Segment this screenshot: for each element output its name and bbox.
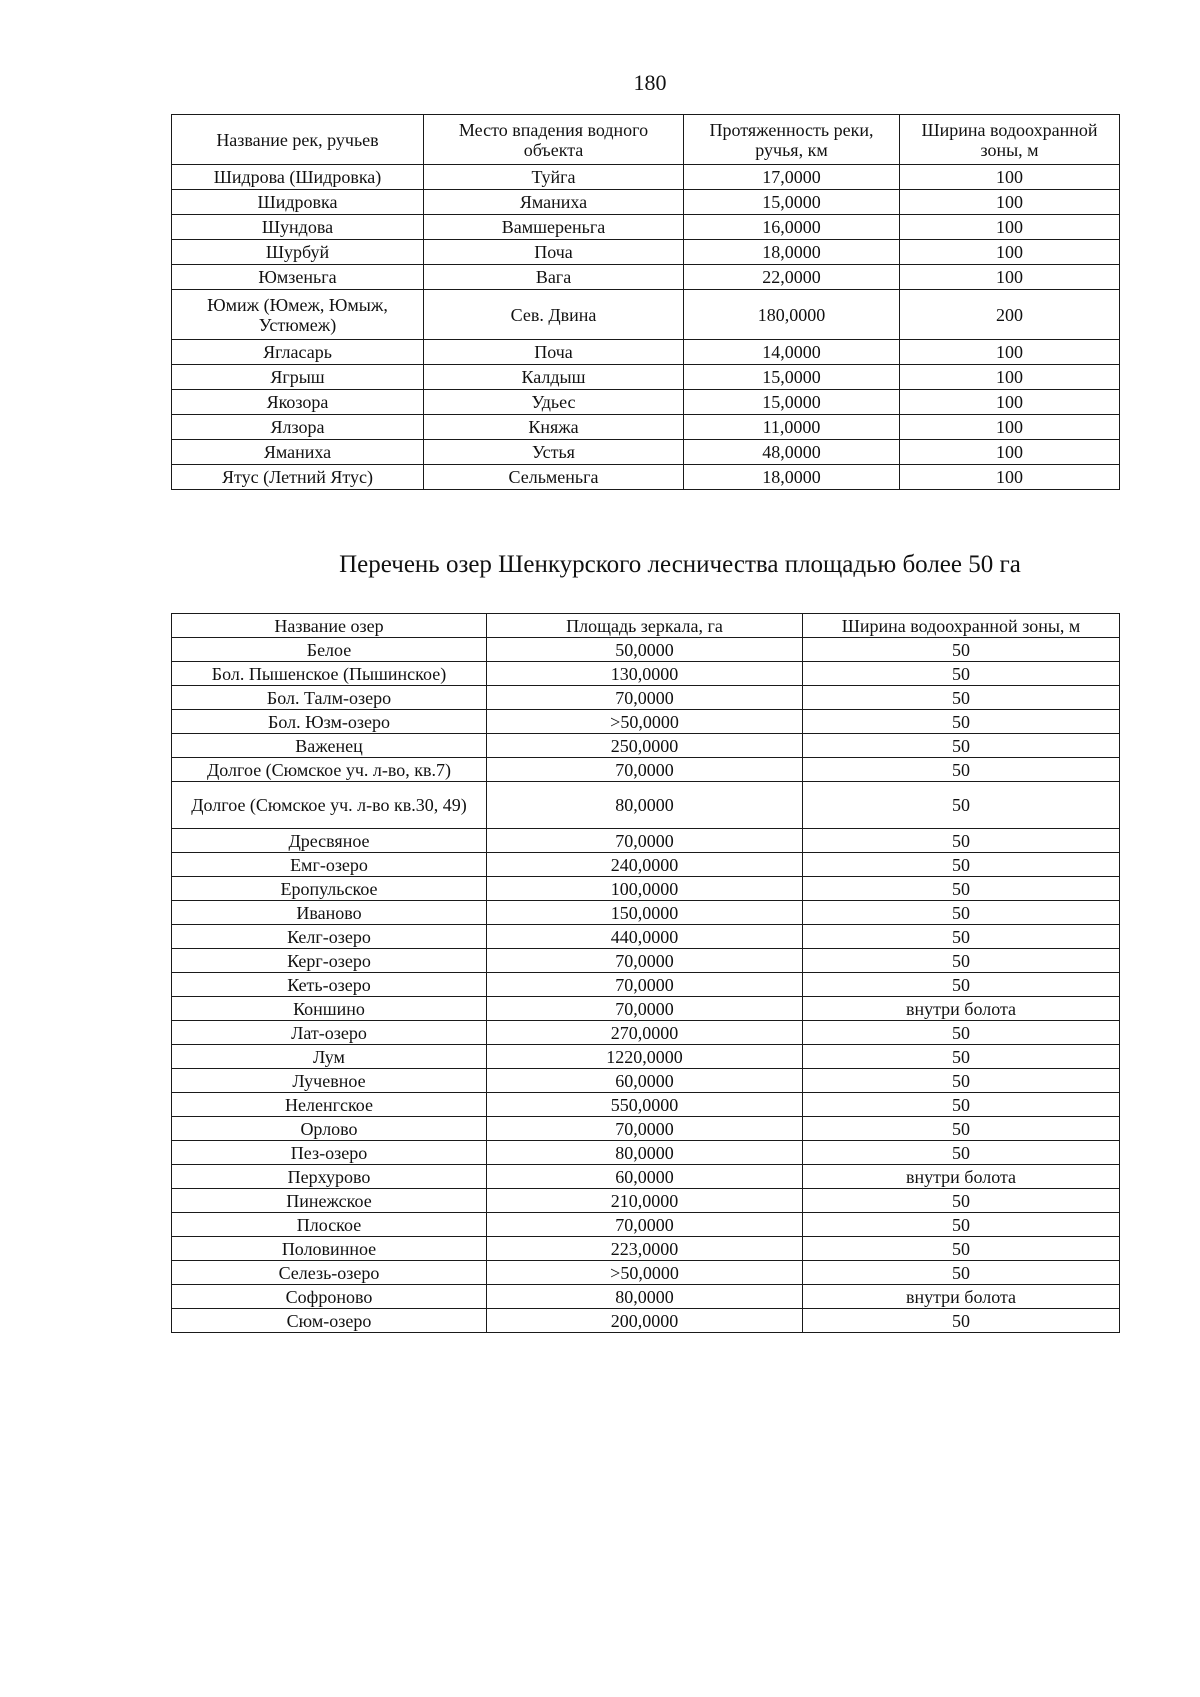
table-row	[172, 340, 1120, 365]
table-row	[172, 290, 1120, 340]
table-row	[172, 686, 1120, 710]
river-confluence: Вага	[424, 265, 684, 290]
table-row	[172, 829, 1120, 853]
lake-name: Орлово	[172, 1117, 487, 1141]
river-length: 15,0000	[684, 190, 900, 215]
table-row	[172, 901, 1120, 925]
column-header-confluence: Место впадения водного объекта	[424, 115, 684, 165]
lake-zone-width: 50	[803, 1045, 1120, 1069]
river-zone-width: 100	[900, 365, 1120, 390]
lake-area: 550,0000	[487, 1093, 803, 1117]
table-row	[172, 877, 1120, 901]
lake-name: Келг-озеро	[172, 925, 487, 949]
lake-area: 1220,0000	[487, 1045, 803, 1069]
table-row	[172, 1117, 1120, 1141]
river-length: 16,0000	[684, 215, 900, 240]
table-header-row	[172, 115, 1120, 165]
river-name: Ягласарь	[172, 340, 424, 365]
lake-zone-width: внутри болота	[803, 997, 1120, 1021]
lake-zone-width: 50	[803, 686, 1120, 710]
lake-area: 60,0000	[487, 1165, 803, 1189]
lake-area: 70,0000	[487, 758, 803, 782]
lake-name: Еропульское	[172, 877, 487, 901]
table-row	[172, 1045, 1120, 1069]
lake-area: 70,0000	[487, 686, 803, 710]
river-name: Шурбуй	[172, 240, 424, 265]
river-name: Шидровка	[172, 190, 424, 215]
lake-zone-width: 50	[803, 949, 1120, 973]
lake-zone-width: 50	[803, 1141, 1120, 1165]
table-row	[172, 662, 1120, 686]
lake-name: Пинежское	[172, 1189, 487, 1213]
page-number: 180	[633, 70, 667, 95]
lake-zone-width: 50	[803, 638, 1120, 662]
lake-zone-width: 50	[803, 1093, 1120, 1117]
lake-area: 200,0000	[487, 1309, 803, 1333]
river-name: Шидрова (Шидровка)	[172, 165, 424, 190]
lake-name: Плоское	[172, 1213, 487, 1237]
lake-name: Пез-озеро	[172, 1141, 487, 1165]
lake-name: Неленгское	[172, 1093, 487, 1117]
river-name: Юмзеньга	[172, 265, 424, 290]
river-zone-width: 100	[900, 165, 1120, 190]
river-confluence: Сельменьга	[424, 465, 684, 490]
lake-zone-width: 50	[803, 829, 1120, 853]
lake-zone-width: 50	[803, 734, 1120, 758]
river-length: 18,0000	[684, 465, 900, 490]
lake-name: Перхурово	[172, 1165, 487, 1189]
lake-zone-width: 50	[803, 1261, 1120, 1285]
column-header-protection-zone: Ширина водоохранной зоны, м	[900, 115, 1120, 165]
lake-zone-width: внутри болота	[803, 1285, 1120, 1309]
table-row	[172, 1069, 1120, 1093]
lake-zone-width: 50	[803, 1021, 1120, 1045]
table-header-row	[172, 614, 1120, 638]
lake-zone-width: 50	[803, 1213, 1120, 1237]
table-row	[172, 1093, 1120, 1117]
lake-name: Бол. Талм-озеро	[172, 686, 487, 710]
lake-zone-width: 50	[803, 782, 1120, 829]
column-header-area: Площадь зеркала, га	[487, 614, 803, 638]
table-row	[172, 782, 1120, 829]
lake-name: Кеть-озеро	[172, 973, 487, 997]
lake-area: 80,0000	[487, 1285, 803, 1309]
lake-zone-width: 50	[803, 877, 1120, 901]
river-zone-width: 200	[900, 290, 1120, 340]
lake-area: >50,0000	[487, 710, 803, 734]
table-row	[172, 1021, 1120, 1045]
lake-name: Бол. Пышенское (Пышинское)	[172, 662, 487, 686]
lakes-section-title: Перечень озер Шенкурского лесничества площадью более 50 га	[339, 551, 1021, 578]
lake-name: Лат-озеро	[172, 1021, 487, 1045]
lake-zone-width: 50	[803, 710, 1120, 734]
lake-name: Долгое (Сюмское уч. л-во кв.30, 49)	[172, 782, 487, 829]
lake-area: 440,0000	[487, 925, 803, 949]
lake-zone-width: 50	[803, 925, 1120, 949]
lake-area: >50,0000	[487, 1261, 803, 1285]
lake-zone-width: 50	[803, 1237, 1120, 1261]
table-row	[172, 165, 1120, 190]
table-row	[172, 638, 1120, 662]
lakes-table	[171, 613, 1120, 1333]
lake-zone-width: 50	[803, 1189, 1120, 1213]
table-row	[172, 365, 1120, 390]
lake-name: Керг-озеро	[172, 949, 487, 973]
table-row	[172, 240, 1120, 265]
river-name: Яманиха	[172, 440, 424, 465]
river-confluence: Вамшереньга	[424, 215, 684, 240]
river-zone-width: 100	[900, 215, 1120, 240]
lake-name: Белое	[172, 638, 487, 662]
lake-area: 270,0000	[487, 1021, 803, 1045]
table-row	[172, 734, 1120, 758]
river-length: 11,0000	[684, 415, 900, 440]
river-length: 180,0000	[684, 290, 900, 340]
lake-zone-width: 50	[803, 1117, 1120, 1141]
river-length: 22,0000	[684, 265, 900, 290]
river-zone-width: 100	[900, 190, 1120, 215]
lake-name: Бол. Юзм-озеро	[172, 710, 487, 734]
river-name: Ягрыш	[172, 365, 424, 390]
column-header-protection-zone: Ширина водоохранной зоны, м	[803, 614, 1120, 638]
column-header-river-name: Название рек, ручьев	[172, 115, 424, 165]
lake-area: 250,0000	[487, 734, 803, 758]
river-name: Шундова	[172, 215, 424, 240]
column-header-length: Протяженность реки, ручья, км	[684, 115, 900, 165]
lake-name: Сюм-озеро	[172, 1309, 487, 1333]
lake-zone-width: 50	[803, 973, 1120, 997]
river-name: Якозора	[172, 390, 424, 415]
lake-name: Селезь-озеро	[172, 1261, 487, 1285]
lake-area: 70,0000	[487, 829, 803, 853]
table-row	[172, 1213, 1120, 1237]
river-confluence: Калдыш	[424, 365, 684, 390]
lake-zone-width: 50	[803, 758, 1120, 782]
table-row	[172, 1165, 1120, 1189]
river-zone-width: 100	[900, 265, 1120, 290]
lake-name: Лум	[172, 1045, 487, 1069]
table-row	[172, 190, 1120, 215]
table-row	[172, 758, 1120, 782]
river-confluence: Яманиха	[424, 190, 684, 215]
lake-area: 70,0000	[487, 949, 803, 973]
river-confluence: Устья	[424, 440, 684, 465]
river-confluence: Сев. Двина	[424, 290, 684, 340]
table-row	[172, 1261, 1120, 1285]
table-row	[172, 215, 1120, 240]
table-row	[172, 1285, 1120, 1309]
table-row	[172, 1309, 1120, 1333]
river-length: 14,0000	[684, 340, 900, 365]
river-zone-width: 100	[900, 415, 1120, 440]
table-row	[172, 1141, 1120, 1165]
river-zone-width: 100	[900, 240, 1120, 265]
lake-area: 240,0000	[487, 853, 803, 877]
table-row	[172, 415, 1120, 440]
lake-area: 70,0000	[487, 997, 803, 1021]
lake-area: 210,0000	[487, 1189, 803, 1213]
lake-zone-width: 50	[803, 1309, 1120, 1333]
table-row	[172, 925, 1120, 949]
lake-name: Дресвяное	[172, 829, 487, 853]
lake-area: 70,0000	[487, 973, 803, 997]
table-row	[172, 1189, 1120, 1213]
lake-zone-width: 50	[803, 662, 1120, 686]
river-confluence: Княжа	[424, 415, 684, 440]
river-length: 18,0000	[684, 240, 900, 265]
river-confluence: Удьес	[424, 390, 684, 415]
table-row	[172, 973, 1120, 997]
table-row	[172, 1237, 1120, 1261]
river-name: Ятус (Летний Ятус)	[172, 465, 424, 490]
column-header-lake-name: Название озер	[172, 614, 487, 638]
table-row	[172, 265, 1120, 290]
table-row	[172, 949, 1120, 973]
lake-name: Коншино	[172, 997, 487, 1021]
lake-area: 70,0000	[487, 1213, 803, 1237]
lake-area: 70,0000	[487, 1117, 803, 1141]
river-zone-width: 100	[900, 440, 1120, 465]
lake-zone-width: 50	[803, 1069, 1120, 1093]
lake-name: Половинное	[172, 1237, 487, 1261]
river-zone-width: 100	[900, 340, 1120, 365]
table-row	[172, 465, 1120, 490]
lake-name: Емг-озеро	[172, 853, 487, 877]
lake-area: 150,0000	[487, 901, 803, 925]
table-row	[172, 710, 1120, 734]
river-length: 48,0000	[684, 440, 900, 465]
river-confluence: Туйга	[424, 165, 684, 190]
table-row	[172, 390, 1120, 415]
river-name: Ялзора	[172, 415, 424, 440]
river-zone-width: 100	[900, 465, 1120, 490]
lake-zone-width: 50	[803, 901, 1120, 925]
table-row	[172, 853, 1120, 877]
rivers-table	[171, 114, 1120, 490]
lake-area: 60,0000	[487, 1069, 803, 1093]
river-name: Юмиж (Юмеж, Юмыж, Устюмеж)	[172, 290, 424, 340]
lake-name: Важенец	[172, 734, 487, 758]
river-length: 15,0000	[684, 365, 900, 390]
table-row	[172, 997, 1120, 1021]
table-row	[172, 440, 1120, 465]
river-length: 17,0000	[684, 165, 900, 190]
lake-name: Иваново	[172, 901, 487, 925]
river-zone-width: 100	[900, 390, 1120, 415]
lake-name: Софроново	[172, 1285, 487, 1309]
river-confluence: Поча	[424, 340, 684, 365]
lake-zone-width: 50	[803, 853, 1120, 877]
lake-area: 50,0000	[487, 638, 803, 662]
lake-area: 80,0000	[487, 1141, 803, 1165]
lake-name: Лучевное	[172, 1069, 487, 1093]
lake-area: 80,0000	[487, 782, 803, 829]
river-length: 15,0000	[684, 390, 900, 415]
lake-area: 100,0000	[487, 877, 803, 901]
river-confluence: Поча	[424, 240, 684, 265]
lake-name: Долгое (Сюмское уч. л-во, кв.7)	[172, 758, 487, 782]
lake-area: 223,0000	[487, 1237, 803, 1261]
lake-area: 130,0000	[487, 662, 803, 686]
lake-zone-width: внутри болота	[803, 1165, 1120, 1189]
